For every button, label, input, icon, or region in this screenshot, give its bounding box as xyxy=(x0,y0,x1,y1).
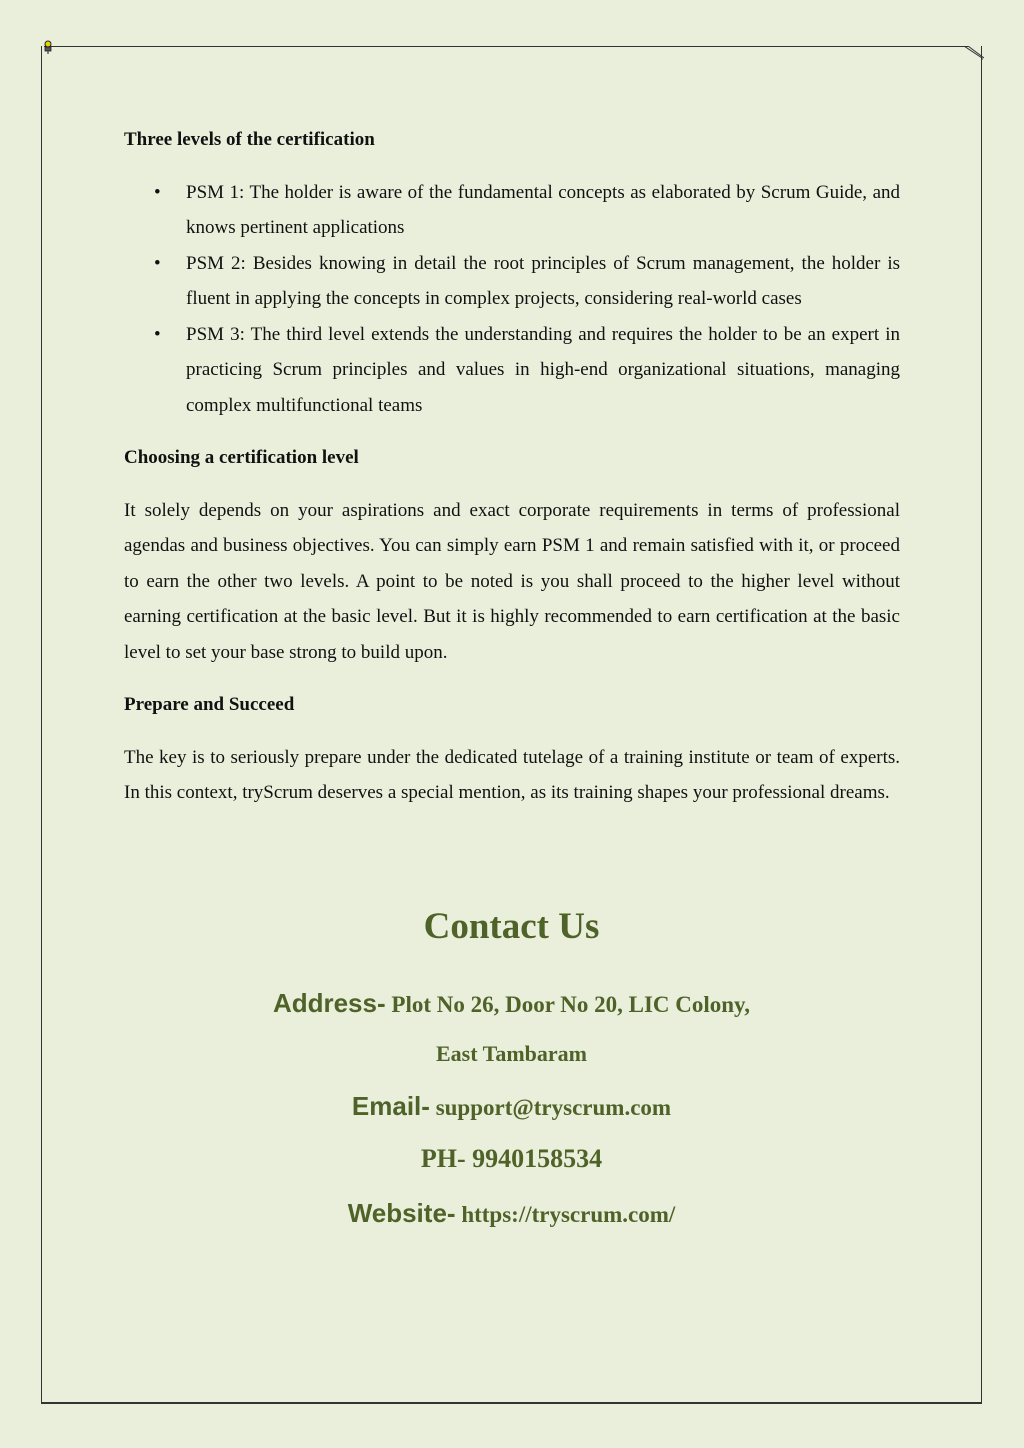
prepare-paragraph: The key is to seriously prepare under the dedicated tutelage of a training institute or team of experts. In this context, tryScrum deserves a special mention, as its training shapes your professional dreams. xyxy=(124,746,900,803)
contact-website xyxy=(41,1196,982,1232)
website-label: Website- xyxy=(347,1198,456,1228)
contact-address xyxy=(41,986,982,1022)
bullet-icon: • xyxy=(154,323,161,345)
email-link[interactable]: support@tryscrum.com xyxy=(429,1095,672,1120)
page-frame-top-edge xyxy=(44,46,968,47)
bullet-icon: • xyxy=(154,181,161,203)
bullet-icon: • xyxy=(154,252,161,274)
pin-icon xyxy=(42,40,54,54)
choosing-paragraph: It solely depends on your aspirations and exact corporate requirements in terms of professional agendas and business objectives. You can simply earn PSM 1 and remain satisfied with it, or proceed to earn the other two levels. A point to be noted is you shall proceed to the higher level without earning certification at the basic level. But it is highly recommended to earn certification at the basic level to set your base strong to build upon. xyxy=(124,499,900,663)
list-item xyxy=(124,246,900,317)
contact-title: Contact Us xyxy=(423,906,600,947)
list-item-text: PSM 2: Besides knowing in detail the root principles of Scrum management, the holder is fluent in applying the concepts in complex projects, considering real-world cases xyxy=(186,252,900,309)
list-item-text: PSM 3: The third level extends the understanding and requires the holder to be an expert in practicing Scrum principles and values in high-end organizational situations, managing complex multifunctional teams xyxy=(186,323,900,416)
page-corner-fold-icon xyxy=(964,46,984,60)
levels-list xyxy=(124,175,900,424)
list-item xyxy=(124,175,900,246)
contact-phone: PH- 9940158534 xyxy=(420,1144,603,1173)
choosing-heading: Choosing a certification level xyxy=(124,447,359,468)
website-link[interactable]: https://tryscrum.com/ xyxy=(455,1202,676,1227)
list-item xyxy=(124,317,900,424)
contact-address-line2: East Tambaram xyxy=(436,1041,587,1066)
address-line1: Plot No 26, Door No 20, LIC Colony, xyxy=(385,992,751,1017)
levels-heading: Three levels of the certification xyxy=(124,129,375,150)
address-label: Address- xyxy=(272,988,386,1018)
email-label: Email- xyxy=(351,1091,430,1121)
prepare-heading: Prepare and Succeed xyxy=(124,694,295,715)
list-item-text: PSM 1: The holder is aware of the fundamental concepts as elaborated by Scrum Guide, and knows pertinent applications xyxy=(186,181,900,238)
document-body xyxy=(124,122,900,828)
contact-email xyxy=(41,1089,982,1125)
